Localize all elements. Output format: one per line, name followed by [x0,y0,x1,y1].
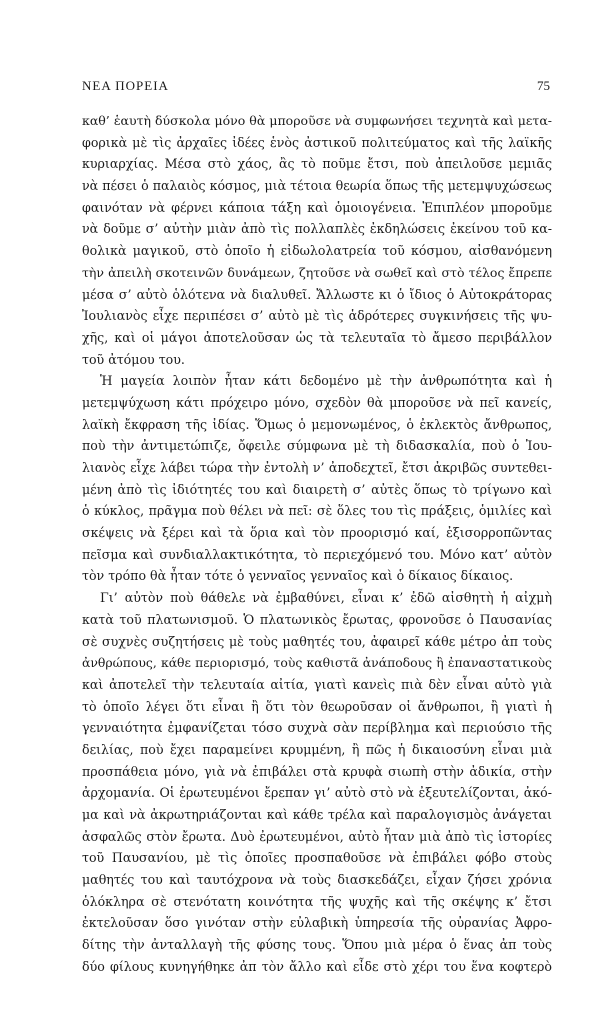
running-head: ΝΕΑ ΠΟΡΕΙΑ [82,78,169,93]
text-line: τοῦ ἀτόμου του. [82,351,185,367]
text-line: δύο φίλους κυνηγήθηκε ἀπ τὸν ἄλλο καὶ εἶδε στὸ χέρι του ἕνα κοφτερὸ [82,958,552,974]
text-line: γενναιότητα ἐμφανίζεται τόσο συχνὰ σὰν περίβλημα καὶ περιούσιο τῆς [82,720,552,736]
text-line: φορικὰ μὲ τὶς ἀρχαῖες ἰδέες ἑνὸς ἀστικοῦ πολιτεύματος καὶ τῆς λαϊκῆς [82,134,552,150]
text-line: ἀνθρώπους, κάθε περιορισμό, τοὺς καθιστᾶ ἀνάποδους ἢ ἐπαναστατικοὺς [82,655,552,671]
text-line: μέσα σ’ αὐτὸ ὁλότενα νὰ διαλυθεῖ. Ἄλλωστε κι ὁ ἴδιος ὁ Αὐτοκράτορας [82,286,552,302]
text-line: χῆς, καὶ οἱ μάγοι ἀποτελοῦσαν ὡς τὰ τελευταῖα τὸ ἄμεσο περιβάλλον [82,329,552,345]
text-line: τὴν ἀπειλὴ σκοτεινῶν δυνάμεων, ζητοῦσε νὰ σωθεῖ καὶ στὸ τέλος ἔπρεπε [82,264,552,280]
text-line: κυριαρχίας. Μέσα στὸ χάος, ἂς τὸ ποῦμε ἔτσι, ποὺ ἀπειλοῦσε μεμιᾶς [82,156,552,172]
text-line: μαθητές του καὶ ταυτόχρονα νὰ τοὺς διασκεδάζει, εἶχαν ζήσει χρόνια [82,872,552,888]
text-line: ἐκτελοῦσαν ὅσο γινόταν στὴν εὐλαβικὴ ὑπηρεσία τῆς οὐρανίας Ἀφρο- [82,915,552,931]
text-line: ὁλόκληρα σὲ στενότατη κοινότητα τῆς ψυχῆς καὶ τῆς σκέψης κ’ ἔτσι [82,893,552,909]
paragraph [82,370,552,587]
text-line: λαϊκὴ ἔκφραση τῆς ἰδίας. Ὅμως ὁ μεμονωμένος, ὁ ἐκλεκτὸς ἄνθρωπος, [82,416,552,432]
text-line: ἀρχομανία. Οἱ ἐρωτευμένοι ἔρεπαν γι’ αὐτὸ στὸ νὰ ἐξευτελίζονται, ἀκό- [82,785,552,801]
text-line: μα καὶ νὰ ἀκρωτηριάζονται καὶ κάθε τρέλα καὶ παραλογισμὸς ἀνάγεται [82,807,552,822]
body-text [82,110,552,978]
text-line: ποὺ τὴν ἀντιμετώπιζε, ὄφειλε σύμφωνα μὲ τὴ διδασκαλία, ποὺ ὁ Ἰου- [82,438,552,454]
text-line: πεῖσμα καὶ συνδιαλλακτικότητα, τὸ περιεχόμενό του. Μόνο κατ’ αὐτὸν [82,546,552,562]
text-line: δίτης τὴν ἀνταλλαγὴ τῆς φύσης τους. Ὅπου μιὰ μέρα ὁ ἕνας ἀπ τοὺς [82,937,552,953]
text-line: Ἡ μαγεία λοιπὸν ἦταν κάτι δεδομένο μὲ τὴν ἀνθρωπότητα καὶ ἡ [100,373,552,389]
paragraph [82,587,552,977]
text-line: τὸ ὁποῖο λέγει ὅτι εἶναι ἢ ὅτι τὸν θεωροῦσαν οἱ ἄνθρωποι, ἢ γιατὶ ἡ [82,698,552,714]
text-line: Γι’ αὐτὸν ποὺ θάθελε νὰ ἐμβαθύνει, εἶναι κ’ ἐδῶ αἰσθητὴ ἡ αἰχμὴ [100,590,552,606]
text-line: προσπάθεια μόνο, γιὰ νὰ ἐπιβάλει στὰ κρυφὰ σιωπὴ στὴν ἀδικία, στὴν [82,763,552,779]
text-line: τοῦ Παυσανίου, μὲ τὶς ὁποῖες προσπαθοῦσε νὰ ἐπιβάλει φόβο στοὺς [82,850,552,866]
text-line: ὁ κύκλος, πρᾶγμα ποὺ θέλει νὰ πεῖ: σὲ ὅλες του τὶς πράξεις, ὁμιλίες καὶ [82,503,552,519]
text-line: ἀσφαλῶς στὸν ἔρωτα. Δυὸ ἐρωτευμένοι, αὐτὸ ἦταν μιὰ ἀπὸ τὶς ἱστορίες [82,828,552,844]
text-line: νὰ δοῦμε σ’ αὐτὴν μιὰν ἀπὸ τὶς πολλαπλὲς ἐκδηλώσεις ἐκείνου τοῦ κα- [82,221,552,237]
text-line: σκέψεις νὰ ξέρει καὶ τὰ ὅρια καὶ τὸν προορισμό καί, ἐξισορροπῶντας [82,525,552,541]
text-line: καθ’ ἑαυτὴ δύσκολα μόνο θὰ μποροῦσε νὰ συμφωνήσει τεχνητὰ καὶ μετα- [82,113,552,128]
text-line: λιανὸς εἶχε λάβει τώρα τὴν ἐντολὴ ν’ ἀποδεχτεῖ, ἔτσι ἀκριβῶς συντεθει- [82,460,552,475]
text-line: σὲ συχνὲς συζητήσεις μὲ τοὺς μαθητές του, ἀφαιρεῖ κάθε μέτρο ἀπ τοὺς [82,633,552,649]
text-line: μετεμψύχωση κάτι πρόχειρο μόνο, σχεδὸν θὰ μποροῦσε νὰ πεῖ κανείς, [82,394,552,410]
text-line: κατὰ τοῦ πλατωνισμοῦ. Ὁ πλατωνικὸς ἔρωτας, φρονοῦσε ὁ Παυσανίας [82,611,552,627]
text-line: μένη ἀπὸ τὶς ἰδιότητές του καὶ διαιρετὴ σ’ αὐτὲς ὅπως τὸ τρίγωνο καὶ [82,481,552,497]
text-line: θολικὰ μαγικοῦ, στὸ ὁποῖο ἡ εἰδωλολατρεία τοῦ κόσμου, αἰσθανόμενη [82,243,552,259]
text-line: καὶ ἀποτελεῖ τὴν τελευταία αἰτία, γιατὶ κανεὶς πιὰ δὲν εἶναι αὐτὸ γιὰ [82,676,552,692]
paragraph [82,110,552,370]
text-line: δειλίας, ποὺ ἔχει παραμείνει κρυμμένη, ἢ πῶς ἡ δικαιοσύνη εἶναι μιὰ [82,741,552,757]
text-line: Ἰουλιανὸς εἶχε περιπέσει σ’ αὐτὸ μὲ τὶς ἁδρότερες συγκινήσεις τῆς ψυ- [82,308,552,324]
text-line: τὸν τρόπο θὰ ἦταν τότε ὁ γενναῖος γενναῖος καὶ ὁ δίκαιος δίκαιος. [82,568,514,584]
text-line: νὰ πέσει ὁ παλαιὸς κόσμος, μιὰ τέτοια θεωρία ὅπως τῆς μετεμψυχώσεως [82,178,552,194]
text-line: φαινόταν νὰ φέρνει κάποια τάξη καὶ ὁμοιογένεια. Ἐπιπλέον μποροῦμε [82,199,552,215]
page-number: 75 [537,78,550,93]
